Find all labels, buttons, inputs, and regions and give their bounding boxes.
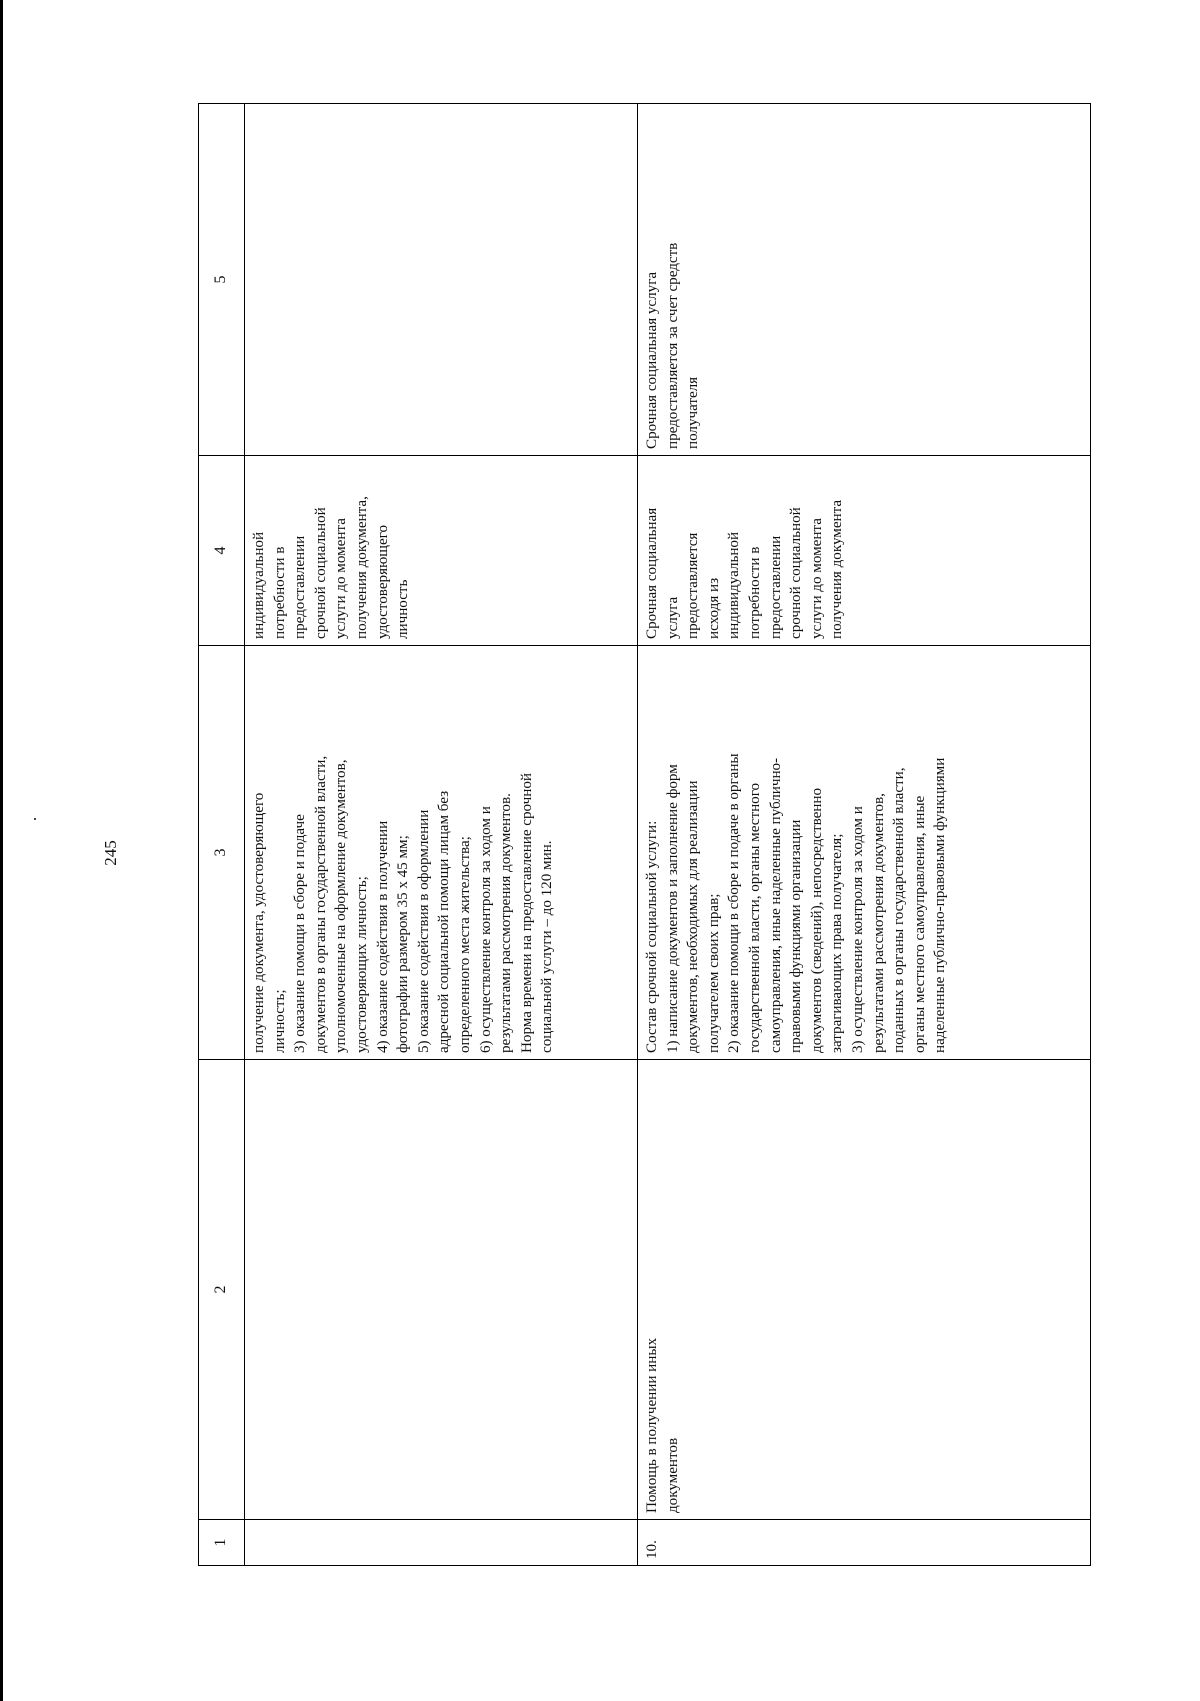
service-name-cell: Помощь в получении иных документов bbox=[638, 1060, 1091, 1520]
header-col-3: 3 bbox=[199, 646, 245, 1060]
service-conditions-cell bbox=[245, 104, 638, 456]
table-row bbox=[638, 104, 1091, 1566]
header-col-2: 2 bbox=[199, 1060, 245, 1520]
service-terms-cell: Срочная социальная услуга предоставляется исходя из индивидуальной потребности в предоставлении срочной социальной услуги до момента получения документа bbox=[638, 456, 1091, 646]
table-header-row bbox=[199, 104, 245, 1566]
rotated-table-container bbox=[198, 104, 1091, 1566]
header-col-1: 1 bbox=[199, 1520, 245, 1566]
header-col-4: 4 bbox=[199, 456, 245, 646]
service-content-cell: Состав срочной социальной услуги: 1) написание документов и заполнение форм документов, необходимых для реализации получателем своих прав; 2) оказание помощи в сборе и подаче в органы государственной власти, органы местного самоуправления, иные наделенные публично- правовыми функциями организации документов (сведений), непосредственно затрагивающих права получателя; 3) осуществление контроля за ходом и результатами рассмотрения документов, поданных в органы государственной власти, органы местного самоуправления, иные наделенные публично-правовыми функциями bbox=[638, 646, 1091, 1060]
scan-speck bbox=[34, 818, 36, 820]
service-content-cell: получение документа, удостоверяющего личность; 3) оказание помощи в сборе и подаче документов в органы государственной власти, уполномоченные на оформление документов, удостоверяющих личность; 4) оказание содействия в получении фотографии размером 35 х 45 мм; 5) оказание содействия в оформлении адресной социальной помощи лицам без определенного места жительства; 6) осуществление контроля за ходом и результатами рассмотрения документов. Норма времени на предоставление срочной социальной услуги – до 120 мин. bbox=[245, 646, 638, 1060]
service-terms-cell: индивидуальной потребности в предоставлении срочной социальной услуги до момента получения документа, удостоверяющего личность bbox=[245, 456, 638, 646]
services-table bbox=[198, 103, 1091, 1566]
header-col-5: 5 bbox=[199, 104, 245, 456]
service-conditions-cell: Срочная социальная услуга предоставляется за счет средств получателя bbox=[638, 104, 1091, 456]
page-number: 245 bbox=[101, 840, 120, 866]
row-number-cell: 10. bbox=[638, 1520, 1091, 1566]
service-name-cell bbox=[245, 1060, 638, 1520]
table-row bbox=[245, 104, 638, 1566]
scan-edge-line bbox=[0, 0, 3, 1701]
row-number-cell bbox=[245, 1520, 638, 1566]
